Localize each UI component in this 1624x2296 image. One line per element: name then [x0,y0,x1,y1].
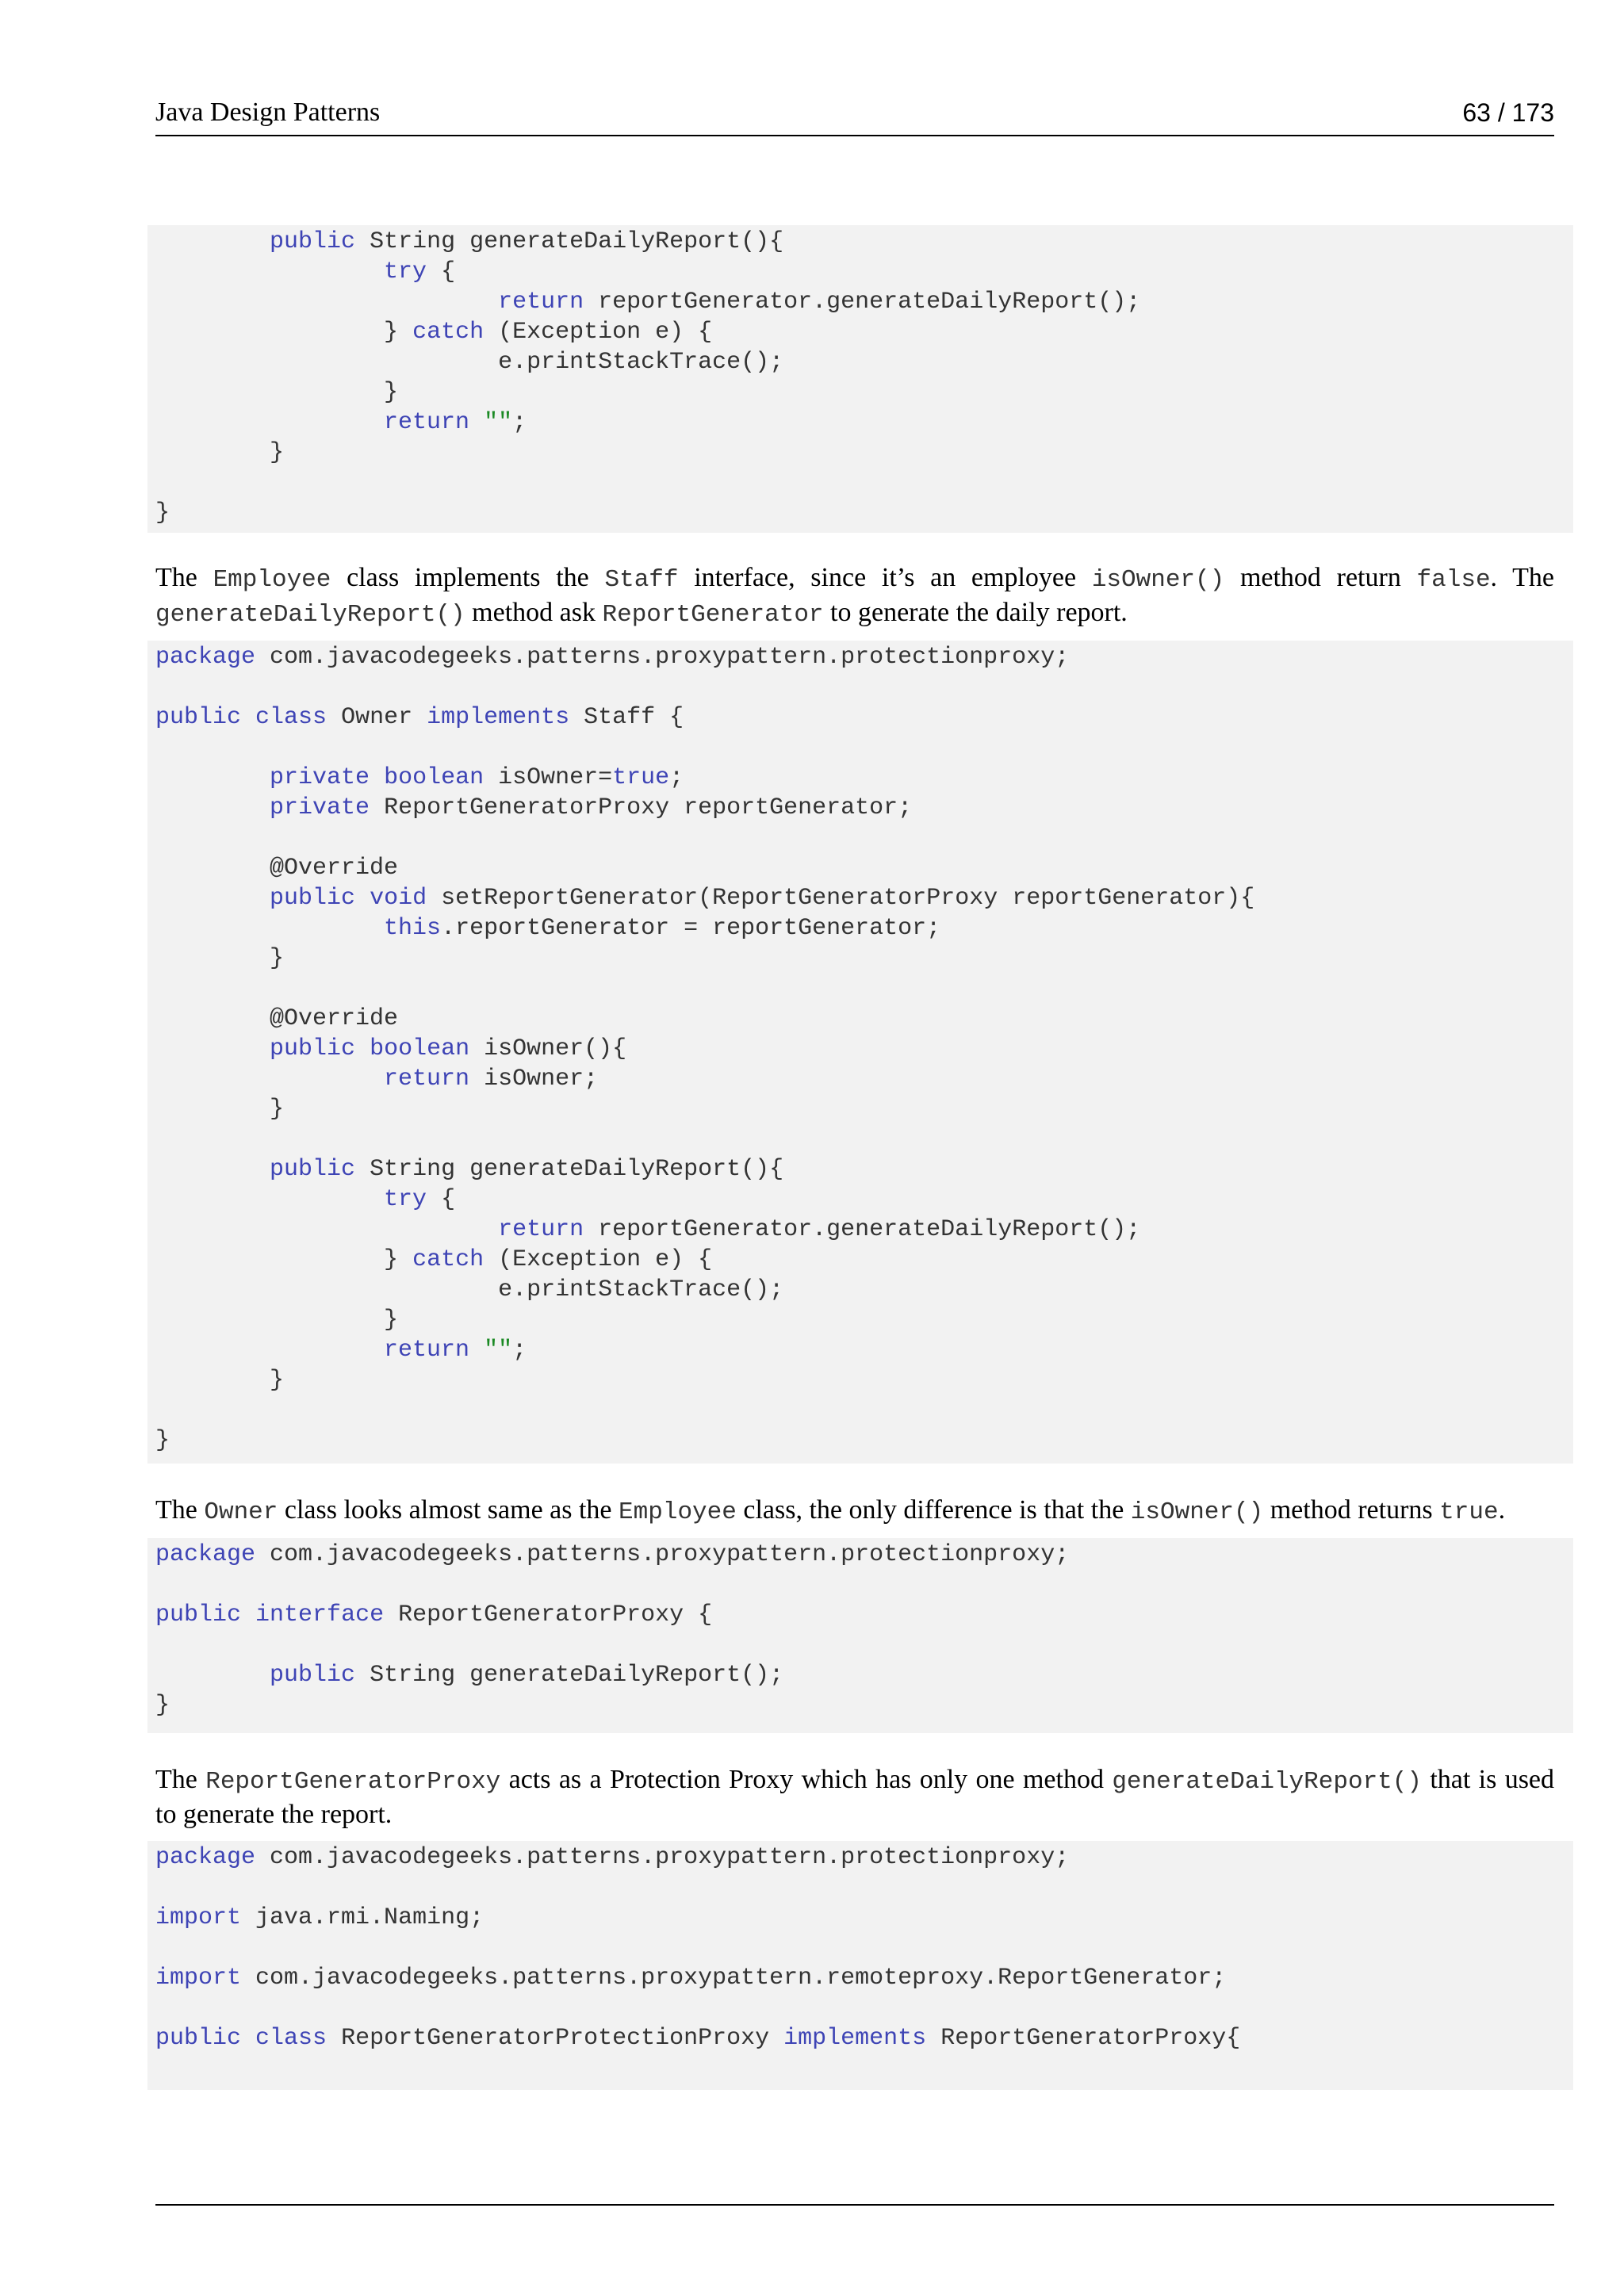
code-string: "" [484,1337,513,1364]
paragraph-text: interface, since it’s an employee [678,563,1092,592]
code-text: isOwner(){ [469,1035,627,1062]
code-line [155,1245,1573,1275]
code-line [155,1600,1573,1630]
code-text: (Exception e) { [484,319,713,346]
code-text: Staff { [569,704,684,731]
code-text: com.javacodegeeks.patterns.proxypattern.protectionproxy; [255,1844,1070,1871]
paragraph-text: class implements the [331,563,605,592]
code-text [241,1601,255,1628]
inline-code: isOwner() [1130,1498,1264,1526]
code-text: ; [669,764,684,791]
code-block-owner-class [147,641,1573,1464]
code-text [469,409,484,436]
code-text [155,764,270,791]
code-line [155,1034,1573,1064]
paragraph-text: class, the only difference is that the [736,1495,1131,1525]
code-keyword: return [384,1337,470,1364]
code-text: String generateDailyReport(); [355,1662,784,1689]
code-line [155,1365,1573,1395]
code-block-protection-proxy [147,1841,1573,2090]
code-text: } [155,1246,413,1273]
code-text [355,1035,370,1062]
paragraph-text: method return [1224,563,1417,592]
code-text: ; [512,1337,527,1364]
inline-code: false [1416,566,1491,594]
code-text: reportGenerator.generateDailyReport(); [584,1216,1141,1243]
code-text: } [155,945,285,972]
code-text [155,258,384,285]
code-text: String generateDailyReport(){ [355,1156,784,1183]
paragraph-text: acts as a Protection Proxy which has only one method [500,1765,1113,1794]
document-title: Java Design Patterns [155,98,381,127]
code-text: } [155,319,413,346]
code-keyword: true [612,764,670,791]
paragraph-text: . [1498,1495,1506,1525]
code-text [155,915,384,942]
code-line [155,763,1573,793]
code-line [155,438,1573,468]
code-text: ReportGeneratorProtectionProxy [327,2025,784,2052]
code-text: { [427,258,456,285]
code-text [155,409,384,436]
code-keyword: public [270,885,356,912]
code-text: } [155,379,399,406]
code-line [155,1335,1573,1365]
code-keyword: catch [412,1246,485,1273]
code-keyword: import [155,1965,242,1992]
code-line [155,1215,1573,1245]
code-line [155,468,1573,498]
code-keyword: package [155,1844,256,1871]
code-line [155,498,1573,528]
code-text: } [155,1307,399,1334]
code-line [155,1570,1573,1600]
code-text [370,764,384,791]
code-block-employee-end [147,225,1573,533]
code-text [355,885,370,912]
code-keyword: implements [783,2025,927,2052]
code-line [155,1690,1573,1720]
code-keyword: import [155,1904,242,1931]
code-keyword: public [270,1035,356,1062]
code-line [155,2053,1573,2084]
code-keyword: class [255,2025,327,2052]
code-text [155,794,270,821]
code-line [155,257,1573,287]
page-header [155,95,1554,136]
paragraph-text: The [155,563,213,592]
paragraph-text: class looks almost same as the [278,1495,619,1525]
paragraph-owner-description [155,1494,1554,1529]
code-line [155,793,1573,823]
code-line [155,1094,1573,1124]
code-text: } [155,1427,170,1454]
code-line [155,317,1573,347]
code-text: String generateDailyReport(){ [355,228,784,255]
code-text: } [155,1367,285,1394]
code-keyword: class [255,704,327,731]
code-text [469,1337,484,1364]
code-keyword: private [270,764,370,791]
code-keyword: return [498,1216,584,1243]
code-line [155,1064,1573,1094]
code-text: } [155,439,285,466]
code-text: } [155,1096,285,1123]
code-line [155,1124,1573,1154]
code-line [155,974,1573,1004]
code-text: @Override [155,1005,399,1032]
code-keyword: boolean [370,1035,470,1062]
code-line [155,347,1573,377]
code-text: } [155,499,170,526]
code-keyword: public [270,228,356,255]
code-line [155,642,1573,672]
code-text [155,228,270,255]
page-number: 63 / 173 [1462,98,1554,127]
code-line [155,1873,1573,1903]
code-line [155,408,1573,438]
code-line [155,1540,1573,1570]
code-block-report-generator-proxy [147,1538,1573,1733]
code-line [155,1395,1573,1425]
code-line [155,1004,1573,1034]
code-text [155,1662,270,1689]
code-line [155,1963,1573,1993]
code-text: ReportGeneratorProxy reportGenerator; [370,794,913,821]
code-line [155,1305,1573,1335]
code-line [155,853,1573,883]
code-keyword: return [498,289,584,316]
code-text: } [155,1692,170,1719]
code-text: isOwner; [469,1066,599,1093]
code-text [155,289,498,316]
code-line [155,1993,1573,2023]
code-text: { [427,1186,456,1213]
code-line [155,1660,1573,1690]
code-text [155,1035,270,1062]
code-text: reportGenerator.generateDailyReport(); [584,289,1141,316]
code-text [155,1066,384,1093]
inline-code: Employee [213,566,331,594]
paragraph-text: to generate the daily report. [823,598,1128,627]
code-text: .reportGenerator = reportGenerator; [441,915,941,942]
code-keyword: public [270,1662,356,1689]
code-keyword: private [270,794,370,821]
code-keyword: public [155,2025,242,2052]
code-keyword: package [155,644,256,671]
inline-code: isOwner() [1091,566,1225,594]
inline-code: ReportGeneratorProxy [205,1768,501,1796]
code-line [155,2023,1573,2053]
paragraph-text: . The [1490,563,1554,592]
code-line [155,883,1573,913]
code-text: e.printStackTrace(); [155,349,784,376]
code-line [155,733,1573,763]
code-text: com.javacodegeeks.patterns.proxypattern.remoteproxy.ReportGenerator; [241,1965,1227,1992]
code-line [155,1425,1573,1456]
code-line [155,1275,1573,1305]
code-text: ; [512,409,527,436]
code-keyword: catch [412,319,485,346]
code-text: isOwner= [484,764,613,791]
code-text: ReportGeneratorProxy { [384,1601,713,1628]
inline-code: true [1439,1498,1499,1526]
code-text: @Override [155,855,399,882]
code-line [155,377,1573,408]
inline-code: Employee [619,1498,737,1526]
code-line [155,672,1573,702]
code-line [155,943,1573,974]
code-keyword: interface [255,1601,385,1628]
code-text: (Exception e) { [484,1246,713,1273]
code-line [155,1154,1573,1184]
code-text [155,1186,384,1213]
code-line [155,1184,1573,1215]
paragraph-text: The [155,1765,206,1794]
inline-code: Owner [204,1498,278,1526]
paragraph-text: The [155,1495,205,1525]
code-line [155,823,1573,853]
paragraph-text: method returns [1263,1495,1440,1525]
code-text [155,1337,384,1364]
code-text: java.rmi.Naming; [241,1904,485,1931]
code-keyword: public [155,1601,242,1628]
code-keyword: return [384,1066,470,1093]
inline-code: generateDailyReport() [155,601,465,629]
code-text [155,1156,270,1183]
paragraph-text: that is used to generate the report. [155,1765,1555,1829]
code-keyword: public [155,704,242,731]
paragraph-proxy-description [155,1763,1554,1831]
code-line [155,227,1573,257]
code-text: com.javacodegeeks.patterns.proxypattern.protectionproxy; [255,1541,1070,1568]
paragraph-text: method ask [465,598,603,627]
code-text: com.javacodegeeks.patterns.proxypattern.protectionproxy; [255,644,1070,671]
code-text [155,1216,498,1243]
code-keyword: implements [427,704,570,731]
code-text: Owner [327,704,427,731]
code-line [155,1933,1573,1963]
code-line [155,1903,1573,1933]
inline-code: generateDailyReport() [1112,1768,1422,1796]
code-text: e.printStackTrace(); [155,1276,784,1303]
inline-code: Staff [604,566,679,594]
code-text [241,704,255,731]
code-text [241,2025,255,2052]
code-keyword: package [155,1541,256,1568]
code-line [155,913,1573,943]
footer-rule [155,2204,1554,2206]
code-keyword: boolean [384,764,485,791]
code-line [155,1630,1573,1660]
code-keyword: try [384,258,427,285]
paragraph-employee-description [155,561,1554,631]
code-text [155,885,270,912]
inline-code: ReportGenerator [602,601,824,629]
code-keyword: void [370,885,427,912]
code-keyword: public [270,1156,356,1183]
code-line [155,287,1573,317]
code-keyword: try [384,1186,427,1213]
code-string: "" [484,409,513,436]
code-text: setReportGenerator(ReportGeneratorProxy reportGenerator){ [427,885,1255,912]
code-keyword: return [384,409,470,436]
code-line [155,702,1573,733]
code-text: ReportGeneratorProxy{ [926,2025,1241,2052]
code-line [155,1843,1573,1873]
code-keyword: this [384,915,442,942]
